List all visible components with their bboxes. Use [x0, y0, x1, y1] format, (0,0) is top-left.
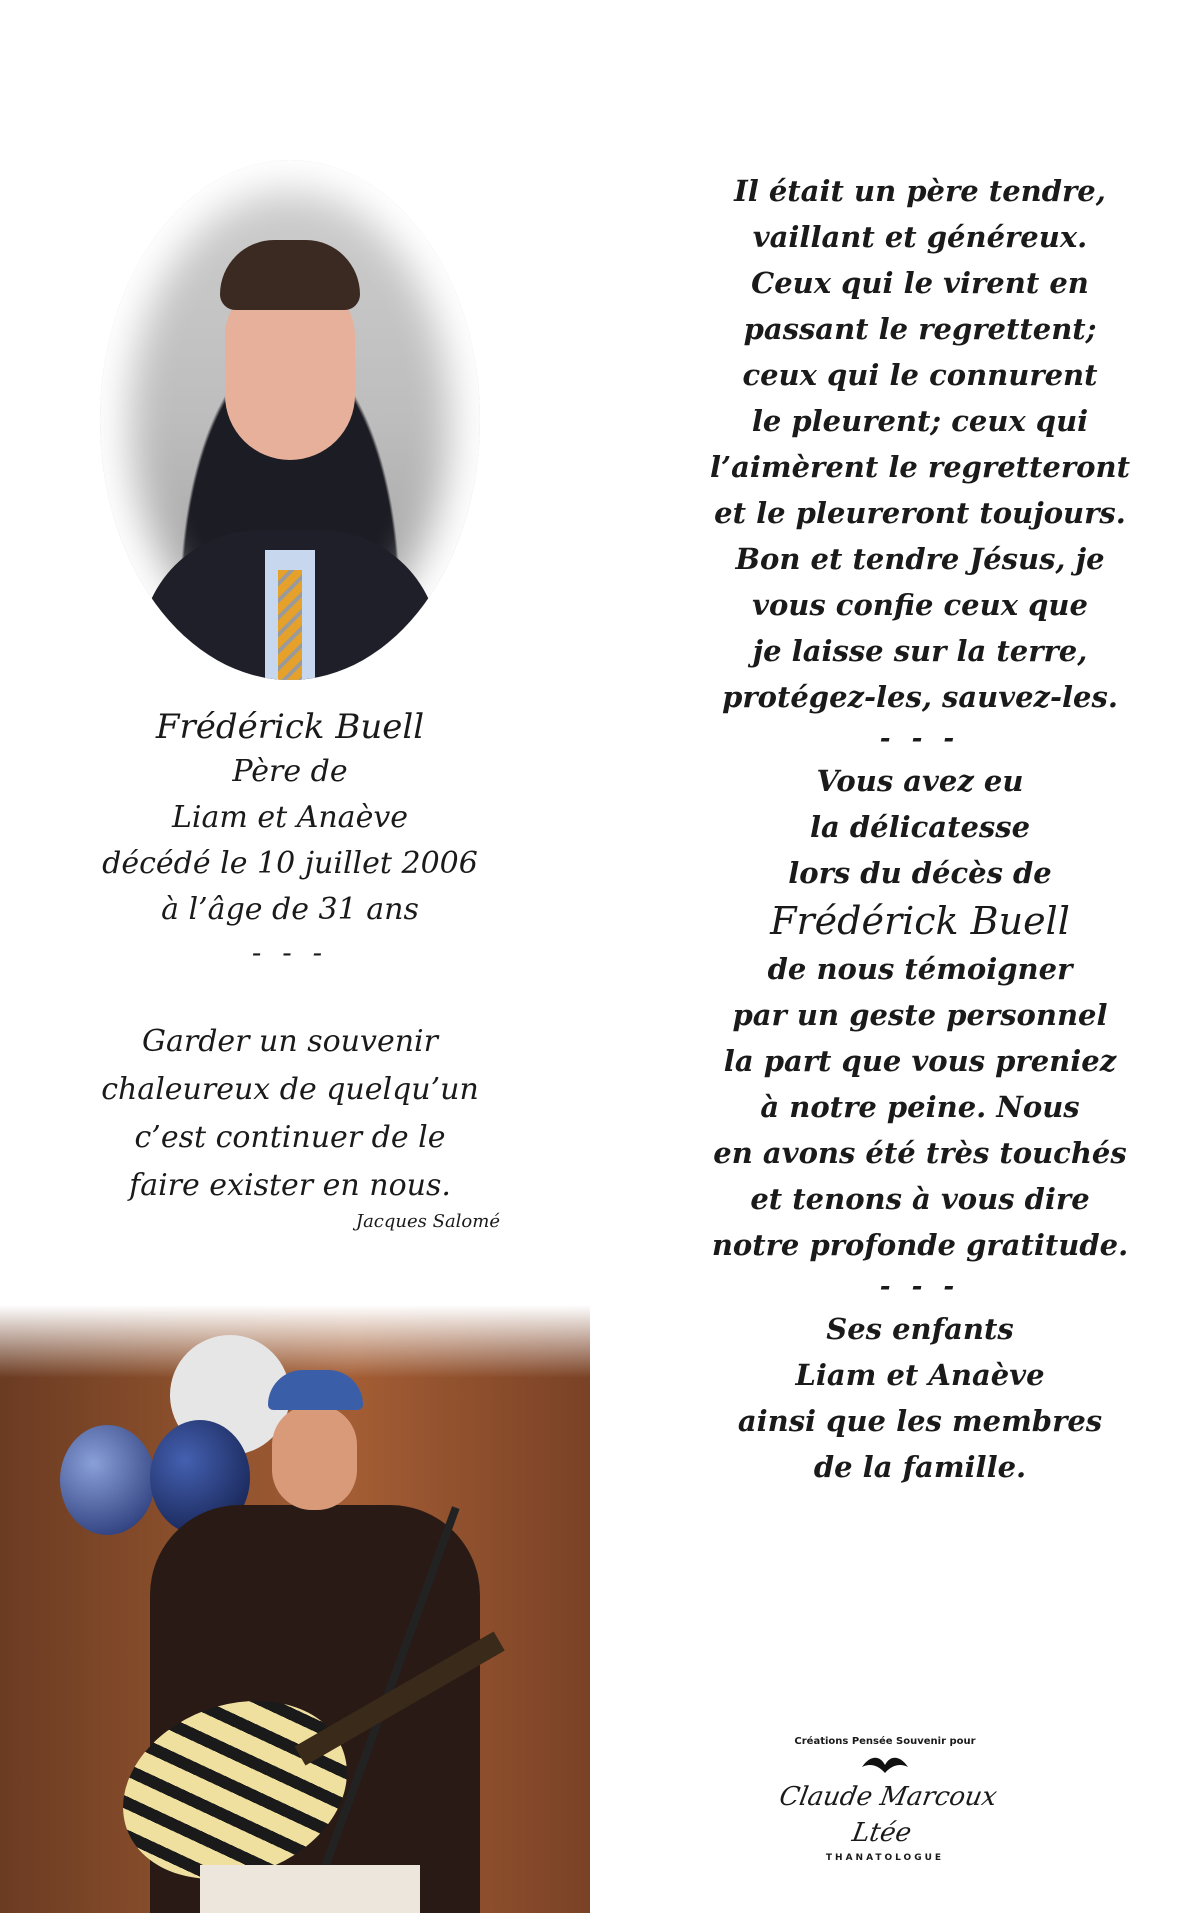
- poem-line: Ceux qui le virent en: [751, 266, 1089, 300]
- prayer-text: [660, 168, 1180, 1490]
- thanks-line: Vous avez eu: [816, 764, 1024, 798]
- detail-line: décédé le 10 juillet 2006: [102, 846, 478, 881]
- signature-line: Ses enfants: [826, 1312, 1014, 1346]
- thanks-line: en avons été très touchés: [713, 1136, 1127, 1170]
- thanks-line: et tenons à vous dire: [750, 1182, 1090, 1216]
- thanks-line: la part que vous preniez: [723, 1044, 1117, 1078]
- signature-line: de la famille.: [813, 1450, 1027, 1484]
- right-panel: [640, 0, 1200, 1913]
- poem-line: le pleurent; ceux qui: [751, 404, 1089, 438]
- poem-line: Bon et tendre Jésus, je: [735, 542, 1105, 576]
- poem-line: l’aimèrent le regretteront: [709, 450, 1130, 484]
- logo-brand: Claude Marcoux Ltée: [777, 1782, 1000, 1848]
- separator: - - -: [251, 936, 329, 969]
- poem-line: vous confie ceux que: [752, 588, 1088, 622]
- thanks-line: la délicatesse: [809, 810, 1031, 844]
- poem-line: ceux qui le connurent: [742, 358, 1098, 392]
- obituary-details: [60, 705, 520, 973]
- quote-line: chaleureux de quelqu’un: [101, 1072, 479, 1107]
- poem-line: et le pleureront toujours.: [714, 496, 1126, 530]
- thanks-name: Frédérick Buell: [770, 899, 1070, 943]
- guitar-photo: [0, 1305, 590, 1913]
- thanks-line: lors du décès de: [788, 856, 1052, 890]
- separator: - - -: [879, 724, 961, 754]
- quote-author: Jacques Salomé: [355, 1211, 500, 1232]
- bird-icon: [860, 1753, 910, 1779]
- logo-subtitle: THANATOLOGUE: [825, 1853, 945, 1863]
- signature-line: ainsi que les membres: [737, 1404, 1103, 1438]
- thanks-line: de nous témoigner: [767, 952, 1073, 986]
- poem-line: Il était un père tendre,: [734, 174, 1106, 208]
- portrait-photo: [100, 160, 480, 680]
- logo-tagline: Créations Pensée Souvenir pour: [794, 1736, 976, 1747]
- poem-line: passant le regrettent;: [743, 312, 1097, 346]
- thanks-line: notre profonde gratitude.: [711, 1228, 1129, 1262]
- signature-line: Liam et Anaève: [795, 1358, 1045, 1392]
- poem-line: protégez-les, sauvez-les.: [722, 680, 1118, 714]
- detail-line: Père de: [232, 754, 348, 789]
- detail-line: Liam et Anaève: [171, 800, 409, 835]
- thanks-line: à notre peine. Nous: [760, 1090, 1080, 1124]
- memorial-quote: [60, 1018, 520, 1234]
- thanks-line: par un geste personnel: [732, 998, 1108, 1032]
- poem-line: je laisse sur la terre,: [752, 634, 1088, 668]
- poem-line: vaillant et généreux.: [752, 220, 1088, 254]
- left-panel: [0, 0, 590, 1913]
- separator: - - -: [879, 1272, 961, 1302]
- funeral-home-logo: [770, 1735, 1000, 1885]
- quote-line: Garder un souvenir: [142, 1024, 438, 1059]
- detail-line: à l’âge de 31 ans: [161, 892, 419, 927]
- quote-line: c’est continuer de le: [134, 1120, 446, 1155]
- deceased-name: Frédérick Buell: [155, 707, 425, 747]
- quote-line: faire exister en nous.: [129, 1168, 451, 1203]
